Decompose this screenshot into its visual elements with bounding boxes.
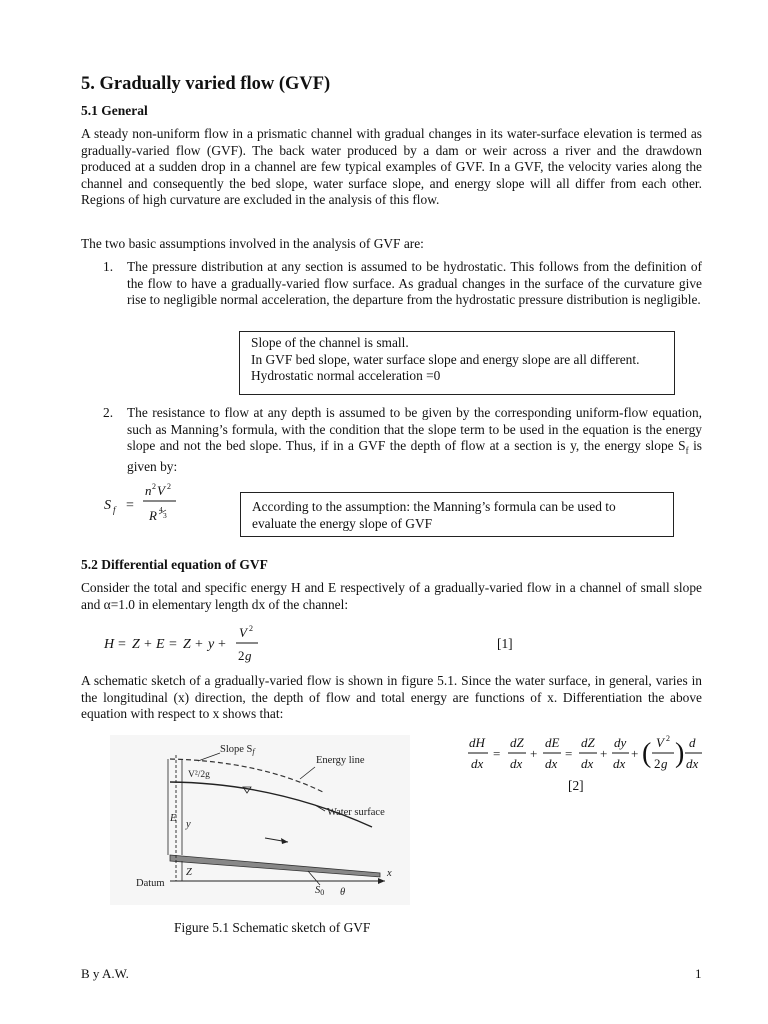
svg-text:S: S [104, 498, 111, 513]
svg-text:R: R [149, 508, 157, 523]
svg-text:dy: dy [614, 735, 627, 750]
svg-text:dE: dE [545, 735, 560, 750]
manning-equation [100, 478, 190, 528]
svg-text:=: = [118, 637, 126, 652]
velocity-head-label: V²/2g [188, 770, 210, 780]
svg-text:2: 2 [249, 624, 253, 633]
specific-energy-label: E [170, 813, 177, 824]
svg-text:dx: dx [581, 756, 594, 771]
energy-line-label: Energy line [316, 755, 365, 766]
list-item-resistance-text: The resistance to flow at any depth is assumed to be given by the corresponding uniform-flow equation, such as Manning’s formula, with the condition that the slope term to be used in the equation is the energy slope and not the bed slope. Thus, if in a GVF the depth of flow at a section is y, the energy slope S [127, 405, 702, 454]
paragraph-total-energy: Consider the total and specific energy H and E respectively of a gradually-varied flow in a channel of small slope and α=1.0 in elementary length dx of the channel: [81, 580, 702, 612]
svg-text:+: + [530, 746, 538, 761]
section-heading-general: 5.1 General [81, 103, 148, 118]
list-number-2: 2. [103, 405, 114, 420]
depth-label: y [186, 819, 191, 830]
svg-text:dZ: dZ [510, 735, 524, 750]
paragraph-gvf-definition: A steady non-uniform flow in a prismatic channel with gradual changes in its water-surface elevation is termed as gradually-varied flow (GVF). The back water produced by a dam or weir across a river and the drawdown produced at a sudden drop in a channel are few typical examples of GVF. In a GVF, the velocity varies along the channel and consequently the bed slope, water surface slope, and energy slope will all differ from each other. Regions of high curvature are excluded in the analysis of this flow. [81, 126, 702, 208]
equation-2 [466, 730, 706, 774]
svg-text:=: = [493, 746, 501, 761]
svg-text:+: + [218, 637, 226, 652]
note-box-manning: According to the assumption: the Manning’s formula can be used to evaluate the energy slope of GVF [240, 492, 674, 537]
svg-text:2: 2 [666, 734, 670, 743]
svg-text:dH: dH [469, 735, 485, 750]
svg-text:): ) [675, 738, 685, 769]
equation-2-label: [2] [568, 778, 584, 793]
svg-text:dx: dx [510, 756, 523, 771]
svg-text:dx: dx [545, 756, 558, 771]
svg-text:2: 2 [167, 482, 171, 491]
svg-text:Z: Z [132, 637, 140, 652]
svg-text:=: = [169, 637, 177, 652]
svg-text:+: + [144, 637, 152, 652]
gvf-schematic-figure [110, 735, 410, 905]
svg-text:V: V [157, 483, 165, 498]
note-box-slope [239, 331, 675, 395]
x-axis-label: x [387, 868, 392, 879]
slope-label: Slope Sf [220, 744, 255, 756]
list-item-resistance-end: is given by: [127, 438, 702, 475]
svg-text:2: 2 [238, 648, 245, 663]
svg-text:3: 3 [163, 511, 167, 520]
page-number: 1 [695, 966, 702, 981]
datum-label: Datum [136, 878, 165, 889]
svg-text:n: n [145, 483, 152, 498]
svg-text:dx: dx [686, 756, 699, 771]
footer-author: B y A.W. [81, 966, 129, 981]
svg-text:f: f [113, 505, 116, 515]
svg-text:+: + [195, 637, 203, 652]
svg-text:V: V [656, 735, 664, 750]
svg-text:+: + [600, 746, 608, 761]
bed-slope-label: S0 [315, 885, 325, 897]
svg-text:=: = [126, 498, 134, 513]
theta-label: θ [340, 887, 346, 898]
equation-1 [100, 620, 280, 666]
note-box-line-2: In GVF bed slope, water surface slope and energy slope are all different. Hydrostatic normal acceleration =0 [251, 351, 640, 384]
svg-text:V: V [239, 625, 247, 640]
svg-text:4: 4 [159, 505, 163, 514]
elevation-label: Z [186, 867, 192, 878]
section-heading-differential: 5.2 Differential equation of GVF [81, 557, 268, 572]
paragraph-assumptions-intro: The two basic assumptions involved in the analysis of GVF are: [81, 236, 424, 251]
figure-caption: Figure 5.1 Schematic sketch of GVF [174, 920, 371, 935]
svg-text:2: 2 [152, 482, 156, 491]
list-item-hydrostatic: The pressure distribution at any section is assumed to be hydrostatic. This follows from the definition of the flow to have a gradually-varied flow surface. As gradual changes in the surface of the curvature give rise to negligible normal acceleration, the departure from the hydrostatic pressure distribution is negligible. [127, 259, 702, 308]
svg-text:=: = [565, 746, 573, 761]
note-box-line-1: Slope of the channel is small. [251, 335, 409, 350]
svg-text:d: d [689, 735, 696, 750]
svg-text:g: g [245, 648, 252, 663]
svg-text:dx: dx [613, 756, 626, 771]
list-item-resistance [127, 405, 702, 476]
svg-text:dx: dx [471, 756, 484, 771]
svg-text:E: E [156, 637, 165, 652]
svg-text:g: g [661, 756, 668, 771]
energy-slope-subscript: f [685, 445, 689, 456]
svg-text:2: 2 [654, 756, 661, 771]
water-surface-label: Water surface [327, 807, 385, 818]
chapter-title: 5. Gradually varied flow (GVF) [81, 74, 331, 94]
svg-text:H: H [104, 637, 115, 652]
svg-text:dZ: dZ [581, 735, 595, 750]
list-number-1: 1. [103, 259, 114, 274]
svg-text:(: ( [642, 738, 652, 769]
equation-1-label: [1] [497, 636, 513, 651]
svg-text:Z: Z [183, 637, 191, 652]
paragraph-sketch-description: A schematic sketch of a gradually-varied flow is shown in figure 5.1. Since the water surface, in general, varies in the longitudinal (x) direction, the depth of flow and total energy are functions of x. Differentiation the above equation with respect to x shows that: [81, 673, 702, 722]
svg-text:+: + [631, 746, 639, 761]
svg-text:y: y [208, 637, 215, 652]
